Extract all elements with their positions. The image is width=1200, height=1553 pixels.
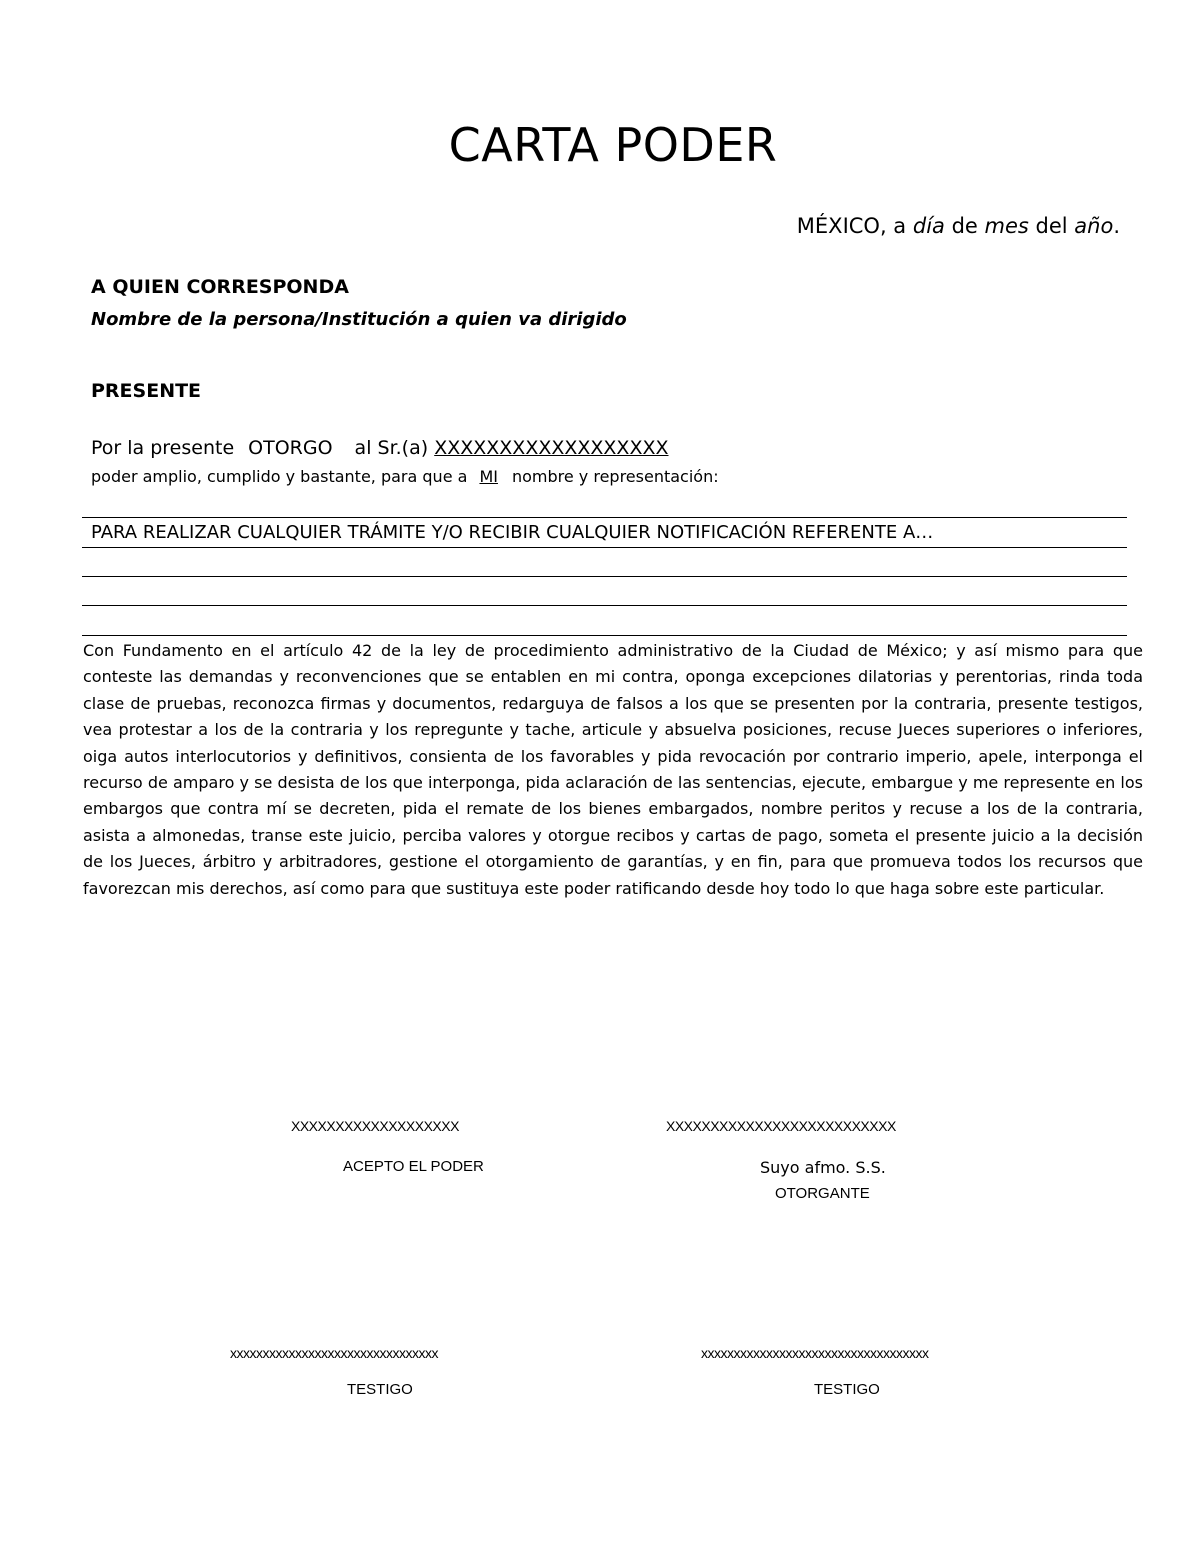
purpose-rule-4	[82, 605, 1127, 606]
grantor-caption-1: Suyo afmo. S.S.	[760, 1158, 886, 1177]
date-de: de	[944, 214, 985, 238]
witness2-caption: TESTIGO	[814, 1381, 880, 1398]
document-title: CARTA PODER	[448, 118, 778, 172]
addressee-heading: A QUIEN CORRESPONDA	[91, 276, 349, 298]
grant-line2-start: poder amplio, cumplido y bastante, para que a	[91, 467, 468, 486]
grant-subline	[91, 467, 719, 486]
grant-to: al Sr.(a)	[354, 437, 429, 459]
purpose-rule-2	[82, 547, 1127, 548]
date-del: del	[1028, 214, 1075, 238]
grant-verb: OTORGO	[248, 437, 333, 459]
date-place: MÉXICO, a	[796, 214, 913, 238]
date-day: día	[912, 214, 945, 238]
presente-heading: PRESENTE	[91, 380, 202, 402]
purpose-rule-5	[82, 635, 1127, 636]
body-paragraph: Con Fundamento en el artículo 42 de la ley de procedimiento administrativo de la Ciudad de México; y así mismo para que conteste las demandas y reconvenciones que se entablen en mi contra, oponga excepciones dilatorias y perentorias, rinda toda clase de pruebas, reconozca firmas y documentos, redarguya de falsos a los que se presenten por la contraria, presente testigos, vea protestar a los de la contraria y los repregunte y tache, articule y absuelva posiciones, recuse Jueces superiores o inferiores, oiga autos interlocutorios y definitivos, consienta de los favorables y pida revocación por contrario imperio, apele, interponga el recurso de amparo y se desista de los que interponga, pida aclaración de las sentencias, ejecute, embargue y me represente en los embargos que contra mí se decreten, pida el remate de los bienes embargados, nombre peritos y recuse a los de la contraria, asista a almonedas, transe este juicio, perciba valores y otorgue recibos y cartas de pago, someta el presente juicio a la decisión de los Jueces, árbitro y arbitradores, gestione el otorgamiento de garantías, y en fin, para que promueva todos los recursos que favorezcan mis derechos, así como para que sustituya este poder ratificando desde hoy todo lo que haga sobre este particular.	[83, 641, 1143, 898]
purpose-rule-3	[82, 576, 1127, 577]
date-month: mes	[984, 214, 1029, 238]
grantor-signature-line: XXXXXXXXXXXXXXXXXXXXXXXXXX	[666, 1118, 896, 1134]
witness2-signature-line: xxxxxxxxxxxxxxxxxxxxxxxxxxxxxxxxxxx	[701, 1345, 929, 1361]
grant-mi: MI	[479, 467, 498, 486]
grant-line2-end: nombre y representación:	[511, 467, 719, 486]
date-year: año	[1074, 214, 1114, 238]
attorney-caption: ACEPTO EL PODER	[343, 1158, 484, 1175]
attorney-signature-line: XXXXXXXXXXXXXXXXXXX	[291, 1118, 459, 1134]
grantor-caption-2: OTORGANTE	[775, 1185, 870, 1202]
addressee-name: Nombre de la persona/Institución a quien va dirigido	[91, 309, 627, 330]
grant-line	[91, 437, 669, 459]
witness1-caption: TESTIGO	[347, 1381, 413, 1398]
witness1-signature-line: xxxxxxxxxxxxxxxxxxxxxxxxxxxxxxxx	[230, 1345, 438, 1361]
purpose-text: PARA REALIZAR CUALQUIER TRÁMITE Y/O RECIBIR CUALQUIER NOTIFICACIÓN REFERENTE A…	[91, 522, 934, 543]
date-line	[797, 214, 1120, 238]
purpose-rule-1	[82, 517, 1127, 518]
attorney-name-field: XXXXXXXXXXXXXXXXXX	[434, 437, 669, 459]
date-end: .	[1113, 214, 1120, 238]
grant-prefix: Por la presente	[91, 437, 235, 459]
